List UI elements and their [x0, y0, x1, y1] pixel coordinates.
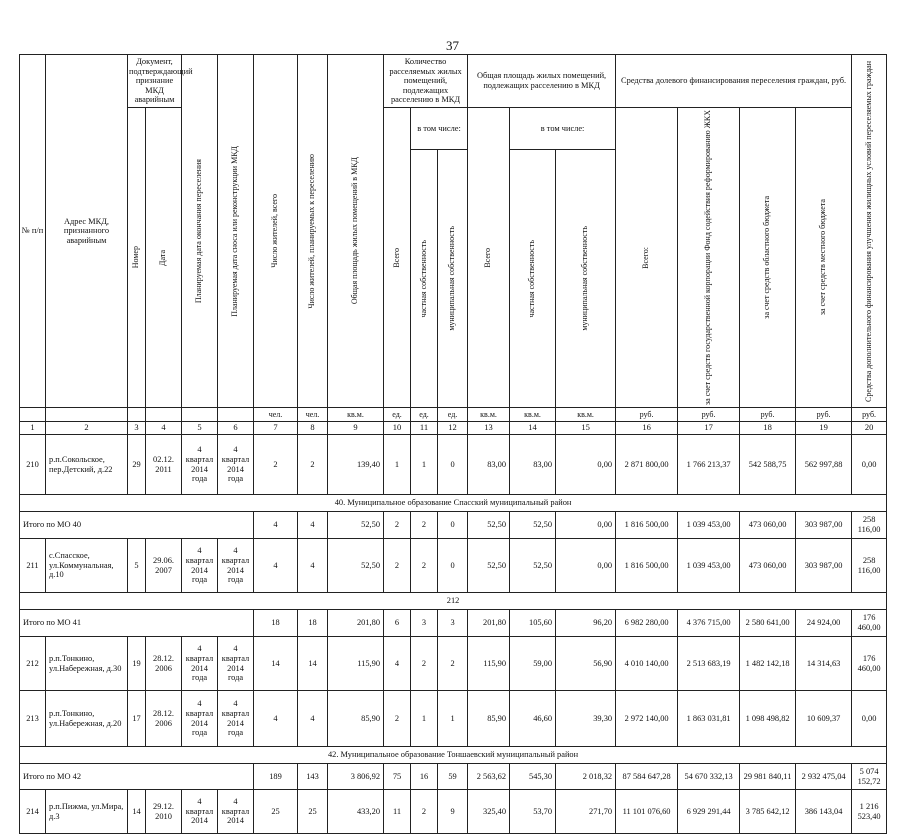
- address-cell: с.Спасское, ул.Коммунальная, д.10: [46, 539, 128, 593]
- header-area-total: Всего: [468, 108, 510, 408]
- total-label: Итого по МО 42: [20, 764, 254, 790]
- header-doc-date: Дата: [146, 108, 182, 408]
- header-residents-total: Число жителей, всего: [254, 55, 298, 408]
- unit-cell: [182, 408, 218, 422]
- header-funds-fund: за счет средств государственной корпорации Фонд содействия реформированию ЖКХ: [678, 108, 740, 408]
- section-row: [20, 495, 887, 512]
- cell-c15: 39,30: [556, 691, 616, 747]
- header-area-private: частная собственность: [510, 150, 556, 408]
- doc-date-cell: 29.06. 2007: [146, 539, 182, 593]
- cell-c12: 0: [438, 435, 468, 495]
- cell-c10: 6: [384, 610, 411, 637]
- cell-c16: 1 816 500,00: [616, 539, 678, 593]
- column-number: 9: [328, 422, 384, 435]
- unit-cell: руб.: [852, 408, 887, 422]
- doc-number-cell: 5: [128, 539, 146, 593]
- column-number: 7: [254, 422, 298, 435]
- column-number: 8: [298, 422, 328, 435]
- cell-c12: 0: [438, 539, 468, 593]
- demolition-cell: 4 квартал 2014 года: [218, 435, 254, 495]
- cell-c11: 2: [411, 539, 438, 593]
- cell-c10: 4: [384, 637, 411, 691]
- cell-c17: 2 513 683,19: [678, 637, 740, 691]
- doc-date-cell: 28.12. 2006: [146, 637, 182, 691]
- cell-c20: 0,00: [852, 691, 887, 747]
- cell-c14: 53,70: [510, 790, 556, 834]
- unit-cell: [128, 408, 146, 422]
- doc-date-cell: 02.12. 2011: [146, 435, 182, 495]
- header-in-that-number-b: в том числе:: [510, 108, 616, 150]
- total-label: Итого по МО 40: [20, 512, 254, 539]
- cell-c11: 2: [411, 637, 438, 691]
- cell-c19: 303 987,00: [796, 539, 852, 593]
- column-number: 17: [678, 422, 740, 435]
- unit-cell: чел.: [298, 408, 328, 422]
- cell-c16: 1 816 500,00: [616, 512, 678, 539]
- unit-cell: руб.: [678, 408, 740, 422]
- cell-c15: 271,70: [556, 790, 616, 834]
- header-funds-local: за счет средств местного бюджета: [796, 108, 852, 408]
- header-planned-demolition: Планируемая дата сноса или реконструкции МКД: [218, 55, 254, 408]
- cell-c13: 85,90: [468, 691, 510, 747]
- cell-c14: 52,50: [510, 512, 556, 539]
- section-title: 212: [20, 593, 887, 610]
- cell-c14: 83,00: [510, 435, 556, 495]
- doc-number-cell: 17: [128, 691, 146, 747]
- column-number: 19: [796, 422, 852, 435]
- cell-c9: 433,20: [328, 790, 384, 834]
- unit-cell: кв.м.: [328, 408, 384, 422]
- column-number: 20: [852, 422, 887, 435]
- cell-c8: 4: [298, 539, 328, 593]
- cell-c15: 0,00: [556, 435, 616, 495]
- cell-c14: 545,30: [510, 764, 556, 790]
- cell-c20: 258 116,00: [852, 539, 887, 593]
- cell-c11: 3: [411, 610, 438, 637]
- section-title: 40. Муниципальное образование Спасский муниципальный район: [20, 495, 887, 512]
- cell-c13: 2 563,62: [468, 764, 510, 790]
- cell-c8: 2: [298, 435, 328, 495]
- cell-c12: 1: [438, 691, 468, 747]
- doc-date-cell: 28.12. 2006: [146, 691, 182, 747]
- cell-c20: 258 116,00: [852, 512, 887, 539]
- header-document: Документ, подтверждающий признание МКД аварийным: [128, 55, 182, 108]
- cell-c15: 96,20: [556, 610, 616, 637]
- header-residents-planned: Число жителей, планируемых к переселению: [298, 55, 328, 408]
- header-in-that-number-a: в том числе:: [411, 108, 468, 150]
- cell-c16: 2 871 800,00: [616, 435, 678, 495]
- total-row: [20, 512, 887, 539]
- unit-cell: руб.: [740, 408, 796, 422]
- cell-c7: 25: [254, 790, 298, 834]
- header-count-private: частная собственность: [411, 150, 438, 408]
- column-number: 6: [218, 422, 254, 435]
- cell-c20: 5 074 152,72: [852, 764, 887, 790]
- cell-c13: 52,50: [468, 512, 510, 539]
- cell-c19: 386 143,04: [796, 790, 852, 834]
- row-number: 213: [20, 691, 46, 747]
- cell-c7: 18: [254, 610, 298, 637]
- cell-c17: 1 039 453,00: [678, 539, 740, 593]
- cell-c17: 4 376 715,00: [678, 610, 740, 637]
- cell-c16: 2 972 140,00: [616, 691, 678, 747]
- address-cell: р.п.Тонкино, ул.Набережная, д.30: [46, 637, 128, 691]
- column-number: 12: [438, 422, 468, 435]
- cell-c8: 4: [298, 512, 328, 539]
- column-number: 11: [411, 422, 438, 435]
- unit-cell: кв.м.: [510, 408, 556, 422]
- cell-c16: 4 010 140,00: [616, 637, 678, 691]
- cell-c18: 542 588,75: [740, 435, 796, 495]
- column-number: 15: [556, 422, 616, 435]
- column-number: 3: [128, 422, 146, 435]
- cell-c8: 25: [298, 790, 328, 834]
- cell-c20: 1 216 523,40: [852, 790, 887, 834]
- column-number: 2: [46, 422, 128, 435]
- cell-c8: 14: [298, 637, 328, 691]
- cell-c10: 2: [384, 539, 411, 593]
- cell-c18: 29 981 840,11: [740, 764, 796, 790]
- cell-c17: 6 929 291,44: [678, 790, 740, 834]
- cell-c19: 10 609,37: [796, 691, 852, 747]
- header-count-municipal: муниципальная собственность: [438, 150, 468, 408]
- column-number: 10: [384, 422, 411, 435]
- table-row: [20, 637, 887, 691]
- total-row: [20, 764, 887, 790]
- cell-c12: 59: [438, 764, 468, 790]
- cell-c9: 3 806,92: [328, 764, 384, 790]
- resettle-end-cell: 4 квартал 2014: [182, 790, 218, 834]
- cell-c12: 2: [438, 637, 468, 691]
- header-area-municipal: муниципальная собственность: [556, 150, 616, 408]
- cell-c18: 2 580 641,00: [740, 610, 796, 637]
- total-label: Итого по МО 41: [20, 610, 254, 637]
- table-row: [20, 790, 887, 834]
- header-doc-number: Номер: [128, 108, 146, 408]
- cell-c15: 0,00: [556, 512, 616, 539]
- address-cell: р.п.Сокольское, пер.Детский, д.22: [46, 435, 128, 495]
- demolition-cell: 4 квартал 2014: [218, 790, 254, 834]
- cell-c15: 2 018,32: [556, 764, 616, 790]
- cell-c12: 0: [438, 512, 468, 539]
- unit-cell: ед.: [411, 408, 438, 422]
- header-funds-total: Всего:: [616, 108, 678, 408]
- unit-cell: [146, 408, 182, 422]
- units-row: [20, 408, 887, 422]
- header-address: Адрес МКД, признанного аварийным: [46, 55, 128, 408]
- resettle-end-cell: 4 квартал 2014 года: [182, 435, 218, 495]
- cell-c17: 1 766 213,37: [678, 435, 740, 495]
- cell-c11: 1: [411, 435, 438, 495]
- cell-c9: 52,50: [328, 512, 384, 539]
- cell-c16: 11 101 076,60: [616, 790, 678, 834]
- cell-c14: 52,50: [510, 539, 556, 593]
- row-number: 210: [20, 435, 46, 495]
- cell-c19: 562 997,88: [796, 435, 852, 495]
- unit-cell: кв.м.: [468, 408, 510, 422]
- section-row: [20, 593, 887, 610]
- cell-c7: 2: [254, 435, 298, 495]
- unit-cell: [46, 408, 128, 422]
- header-planned-resettle-end: Планируемая дата окончания переселения: [182, 55, 218, 408]
- cell-c18: 473 060,00: [740, 512, 796, 539]
- page-number: 37: [446, 38, 459, 53]
- cell-c18: 1 098 498,82: [740, 691, 796, 747]
- table-row: [20, 435, 887, 495]
- cell-c13: 115,90: [468, 637, 510, 691]
- cell-c12: 9: [438, 790, 468, 834]
- section-row: [20, 747, 887, 764]
- cell-c9: 201,80: [328, 610, 384, 637]
- unit-cell: ед.: [438, 408, 468, 422]
- cell-c11: 2: [411, 512, 438, 539]
- column-number: 14: [510, 422, 556, 435]
- cell-c13: 83,00: [468, 435, 510, 495]
- cell-c18: 473 060,00: [740, 539, 796, 593]
- column-number: 18: [740, 422, 796, 435]
- resettle-end-cell: 4 квартал 2014 года: [182, 691, 218, 747]
- cell-c11: 1: [411, 691, 438, 747]
- cell-c7: 189: [254, 764, 298, 790]
- cell-c16: 6 982 280,00: [616, 610, 678, 637]
- cell-c9: 139,40: [328, 435, 384, 495]
- cell-c20: 0,00: [852, 435, 887, 495]
- unit-cell: ед.: [384, 408, 411, 422]
- cell-c17: 1 863 031,81: [678, 691, 740, 747]
- cell-c17: 54 670 332,13: [678, 764, 740, 790]
- resettle-end-cell: 4 квартал 2014 года: [182, 637, 218, 691]
- demolition-cell: 4 квартал 2014 года: [218, 539, 254, 593]
- cell-c10: 75: [384, 764, 411, 790]
- header-count-total: Всего: [384, 108, 411, 408]
- row-number: 211: [20, 539, 46, 593]
- cell-c15: 56,90: [556, 637, 616, 691]
- cell-c9: 115,90: [328, 637, 384, 691]
- header-num: № п/п: [20, 55, 46, 408]
- cell-c8: 143: [298, 764, 328, 790]
- column-number: 16: [616, 422, 678, 435]
- cell-c9: 85,90: [328, 691, 384, 747]
- cell-c11: 2: [411, 790, 438, 834]
- column-numbers-row: [20, 422, 887, 435]
- address-cell: р.п.Пижма, ул.Мира, д.3: [46, 790, 128, 834]
- doc-number-cell: 14: [128, 790, 146, 834]
- cell-c10: 11: [384, 790, 411, 834]
- header-funds-regional: за счет средств областного бюджета: [740, 108, 796, 408]
- unit-cell: кв.м.: [556, 408, 616, 422]
- cell-c16: 87 584 647,28: [616, 764, 678, 790]
- cell-c19: 24 924,00: [796, 610, 852, 637]
- cell-c18: 3 785 642,12: [740, 790, 796, 834]
- doc-number-cell: 29: [128, 435, 146, 495]
- cell-c8: 4: [298, 691, 328, 747]
- resettle-end-cell: 4 квартал 2014 года: [182, 539, 218, 593]
- header-funds-group: Средства долевого финансирования переселения граждан, руб.: [616, 55, 852, 108]
- cell-c8: 18: [298, 610, 328, 637]
- cell-c19: 14 314,63: [796, 637, 852, 691]
- cell-c10: 2: [384, 691, 411, 747]
- cell-c7: 4: [254, 691, 298, 747]
- column-number: 13: [468, 422, 510, 435]
- section-title: 42. Муниципальное образование Тоншаевский муниципальный район: [20, 747, 887, 764]
- unit-cell: руб.: [796, 408, 852, 422]
- unit-cell: [218, 408, 254, 422]
- cell-c7: 14: [254, 637, 298, 691]
- cell-c14: 59,00: [510, 637, 556, 691]
- cell-c14: 105,60: [510, 610, 556, 637]
- header-count-group: Количество расселяемых жилых помещений, подлежащих расселению в МКД: [384, 55, 468, 108]
- cell-c10: 2: [384, 512, 411, 539]
- unit-cell: чел.: [254, 408, 298, 422]
- doc-date-cell: 29.12. 2010: [146, 790, 182, 834]
- header-area-group: Общая площадь жилых помещений, подлежащих расселению в МКД: [468, 55, 616, 108]
- doc-number-cell: 19: [128, 637, 146, 691]
- resettlement-table: [19, 54, 887, 834]
- cell-c11: 16: [411, 764, 438, 790]
- cell-c19: 303 987,00: [796, 512, 852, 539]
- column-number: 1: [20, 422, 46, 435]
- cell-c7: 4: [254, 539, 298, 593]
- cell-c14: 46,60: [510, 691, 556, 747]
- unit-cell: [20, 408, 46, 422]
- cell-c10: 1: [384, 435, 411, 495]
- cell-c18: 1 482 142,18: [740, 637, 796, 691]
- cell-c7: 4: [254, 512, 298, 539]
- cell-c20: 176 460,00: [852, 637, 887, 691]
- table-row: [20, 539, 887, 593]
- header-total-area: Общая площадь жилых помещений в МКД: [328, 55, 384, 408]
- cell-c12: 3: [438, 610, 468, 637]
- cell-c9: 52,50: [328, 539, 384, 593]
- cell-c20: 176 460,00: [852, 610, 887, 637]
- cell-c19: 2 932 475,04: [796, 764, 852, 790]
- column-number: 4: [146, 422, 182, 435]
- cell-c15: 0,00: [556, 539, 616, 593]
- cell-c13: 325,40: [468, 790, 510, 834]
- cell-c13: 201,80: [468, 610, 510, 637]
- address-cell: р.п.Тонкино, ул.Набережная, д.20: [46, 691, 128, 747]
- row-number: 214: [20, 790, 46, 834]
- demolition-cell: 4 квартал 2014 года: [218, 691, 254, 747]
- cell-c13: 52,50: [468, 539, 510, 593]
- table-row: [20, 691, 887, 747]
- cell-c17: 1 039 453,00: [678, 512, 740, 539]
- demolition-cell: 4 квартал 2014 года: [218, 637, 254, 691]
- column-number: 5: [182, 422, 218, 435]
- unit-cell: руб.: [616, 408, 678, 422]
- total-row: [20, 610, 887, 637]
- header-funds-additional: Средства дополнительного финансирования улучшения жилищных условий переселяемых граждан: [852, 55, 887, 408]
- row-number: 212: [20, 637, 46, 691]
